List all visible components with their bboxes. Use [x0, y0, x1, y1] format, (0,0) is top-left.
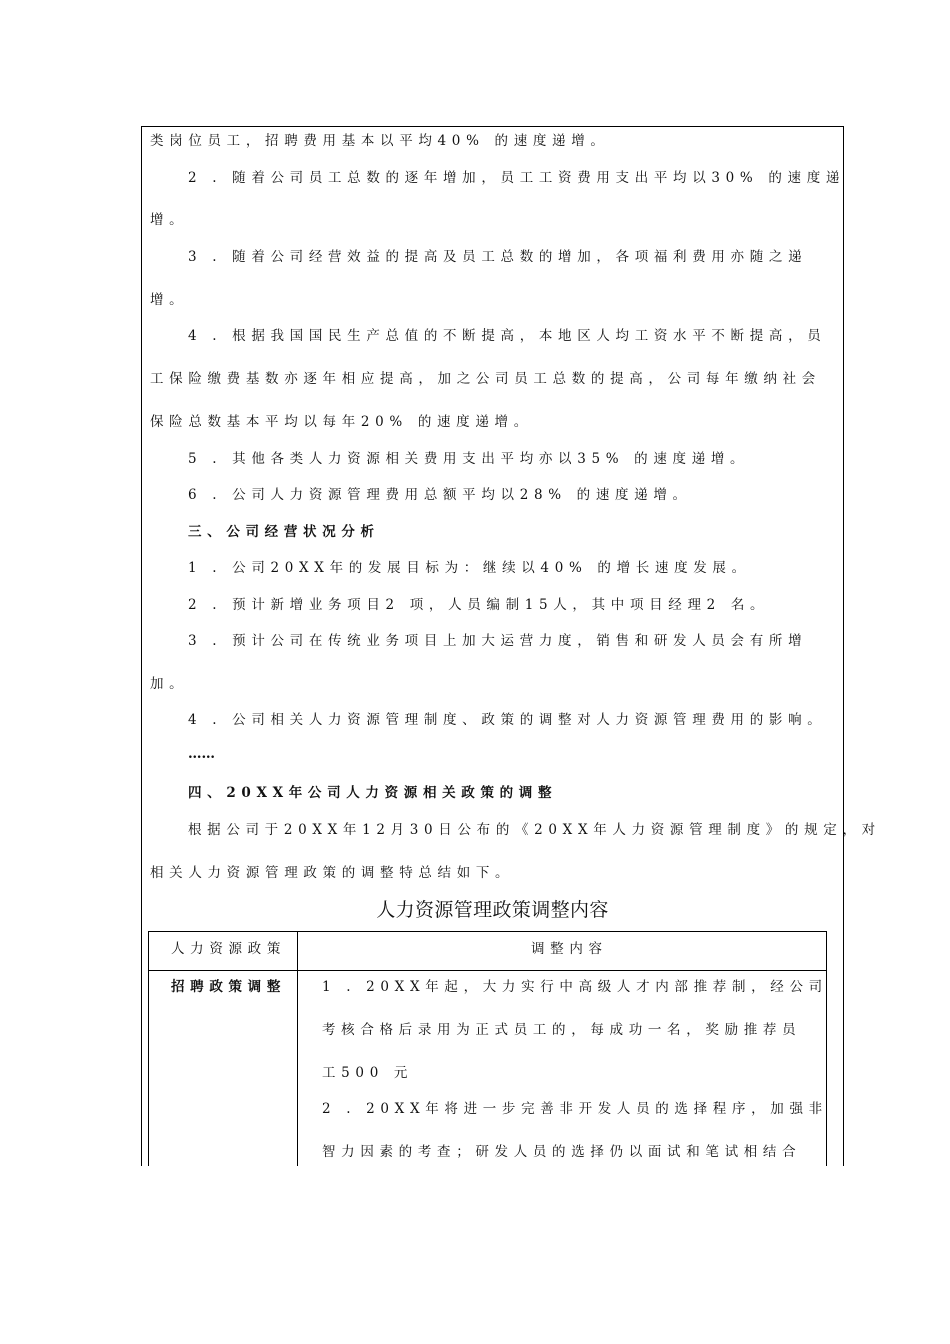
body-line: 增。: [150, 292, 189, 308]
header-policy: 人力资源政策: [171, 941, 287, 957]
section-heading: 四、20XX年公司人力资源相关政策的调整: [188, 785, 558, 801]
content-line: 工500 元: [322, 1065, 414, 1081]
content-line: 1 . 20XX年起，大力实行中高级人才内部推荐制，经公司: [322, 979, 828, 995]
body-line: 6 . 公司人力资源管理费用总额平均以28% 的速度递增。: [188, 487, 692, 503]
body-line: 1 . 公司20XX年的发展目标为：继续以40% 的增长速度发展。: [188, 560, 751, 576]
body-line: 3 . 预计公司在传统业务项目上加大运营力度，销售和研发人员会有所增: [188, 633, 808, 649]
content-line: 智力因素的考查；研发人员的选择仍以面试和笔试相结合: [322, 1144, 802, 1160]
body-line: 保险总数基本平均以每年20% 的速度递增。: [150, 414, 533, 430]
body-line: 根据公司于20XX年12月30日公布的《20XX年人力资源管理制度》的规定，对: [188, 822, 881, 838]
body-line: 工保险缴费基数亦逐年相应提高，加之公司员工总数的提高，公司每年缴纳社会: [150, 371, 821, 387]
content-line: 2 . 20XX年将进一步完善非开发人员的选择程序，加强非: [322, 1101, 828, 1117]
body-line: 2 . 随着公司员工总数的逐年增加，员工工资费用支出平均以30% 的速度递: [188, 170, 846, 186]
body-line: 相关人力资源管理政策的调整特总结如下。: [150, 865, 515, 881]
row-policy-recruitment: 招聘政策调整: [171, 979, 287, 995]
body-line: 2 . 预计新增业务项目2 项，人员编制15人，其中项目经理2 名。: [188, 597, 770, 613]
body-line: 5 . 其他各类人力资源相关费用支出平均亦以35% 的速度递增。: [188, 451, 750, 467]
body-line: 4 . 根据我国国民生产总值的不断提高，本地区人均工资水平不断提高，员: [188, 328, 827, 344]
content-line: 考核合格后录用为正式员工的，每成功一名，奖励推荐员: [322, 1022, 802, 1038]
body-line: 增。: [150, 212, 189, 228]
policy-table: [148, 931, 827, 1166]
body-line: 类岗位员工，招聘费用基本以平均40% 的速度递增。: [150, 133, 610, 149]
header-content: 调整内容: [531, 941, 608, 957]
section-heading: 三、公司经营状况分析: [188, 524, 380, 540]
row-divider: [149, 970, 826, 971]
column-divider: [297, 932, 298, 1166]
body-line: 3 . 随着公司经营效益的提高及员工总数的增加，各项福利费用亦随之递: [188, 249, 808, 265]
ellipsis-line: ……: [188, 746, 215, 762]
body-line: 4 . 公司相关人力资源管理制度、政策的调整对人力资源管理费用的影响。: [188, 712, 827, 728]
body-line: 加。: [150, 676, 189, 692]
table-caption: 人力资源管理政策调整内容: [376, 899, 609, 921]
